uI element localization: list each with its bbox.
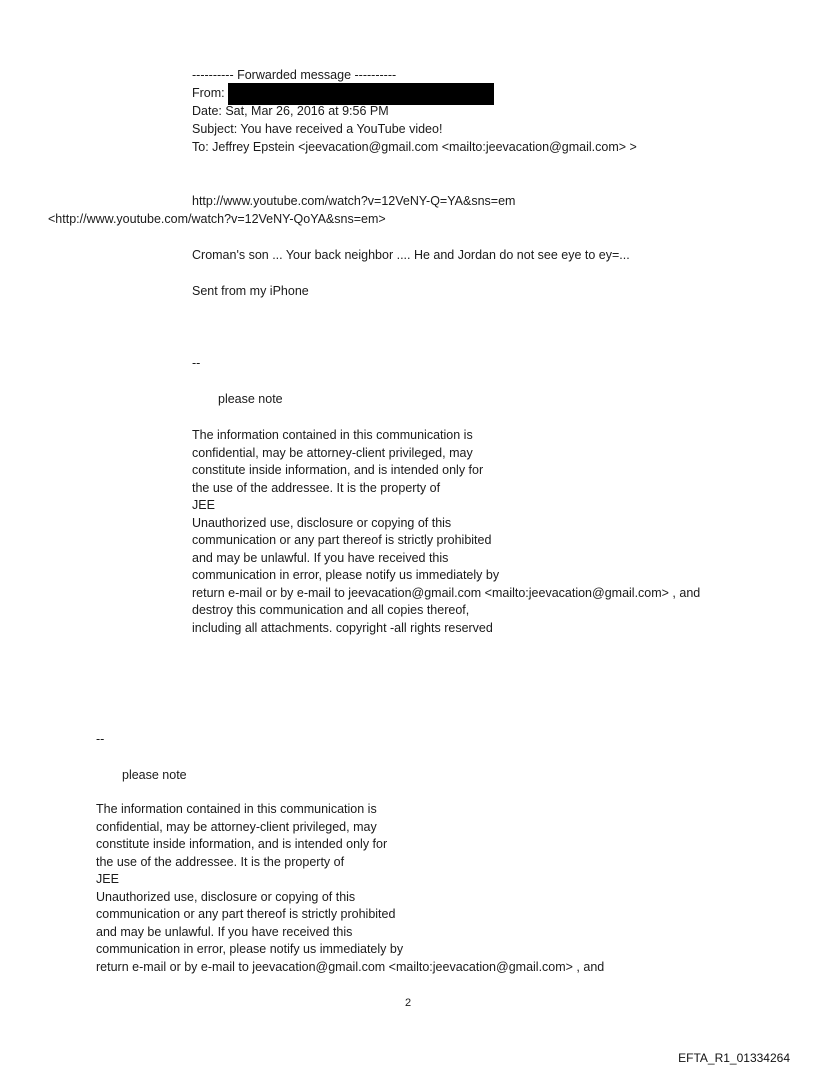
subject-line: Subject: You have received a YouTube video!: [192, 122, 443, 136]
inner-disclaimer-line: JEE: [192, 498, 215, 512]
inner-disclaimer-line: Unauthorized use, disclosure or copying of this: [192, 515, 452, 530]
outer-disclaimer-heading: please note: [122, 768, 187, 782]
to-line: To: Jeffrey Epstein <jeevacation@gmail.com <mailto:jeevacation@gmail.com> >: [192, 140, 637, 154]
outer-disclaimer-line: communication in error, please notify us immediately by: [96, 942, 404, 956]
inner-disclaimer-line: confidential, may be attorney-client privileged, may: [192, 445, 473, 460]
inner-disclaimer-line: return e-mail or by e-mail to jeevacation@gmail.com <mailto:jeevacation@gmail.com> , and: [192, 585, 701, 600]
outer-disclaimer-line: return e-mail or by e-mail to jeevacation@gmail.com <mailto:jeevacation@gmail.com> , and: [96, 959, 605, 974]
inner-disclaimer-line: including all attachments. copyright -all rights reserved: [192, 620, 493, 635]
inner-disclaimer-line: destroy this communication and all copies thereof,: [192, 603, 470, 617]
inner-disclaimer-line: communication in error, please notify us immediately by: [192, 568, 500, 582]
outer-disclaimer-line: the use of the addressee. It is the property of: [96, 854, 345, 869]
inner-disclaimer-text: [192, 427, 700, 637]
outer-disclaimer-line: confidential, may be attorney-client privileged, may: [96, 819, 377, 834]
inner-disclaimer-line: and may be unlawful. If you have received this: [192, 550, 449, 565]
document-id: EFTA_R1_01334264: [678, 1051, 790, 1065]
outer-disclaimer-line: Unauthorized use, disclosure or copying of this: [96, 889, 356, 904]
signature-text: Sent from my iPhone: [192, 284, 309, 298]
from-label: From:: [192, 86, 225, 100]
outer-disclaimer-line: The information contained in this communication is: [96, 802, 377, 816]
inner-disclaimer-line: The information contained in this communication is: [192, 428, 473, 442]
inner-disclaimer-heading: please note: [218, 392, 283, 406]
page-number: 2: [404, 997, 412, 1009]
forwarded-message-label: ---------- Forwarded message ----------: [192, 68, 397, 82]
inner-disclaimer-line: the use of the addressee. It is the property of: [192, 480, 441, 495]
redaction-box: [228, 83, 494, 105]
outer-disclaimer-line: JEE: [96, 872, 119, 886]
inner-disclaimer-line: constitute inside information, and is intended only for: [192, 463, 484, 477]
outer-disclaimer-text: [96, 801, 604, 976]
outer-disclaimer-line: communication or any part thereof is strictly prohibited: [96, 907, 396, 921]
youtube-url-line: http://www.youtube.com/watch?v=12VeNY-Q=YA&sns=em: [192, 194, 516, 208]
inner-separator: --: [192, 356, 201, 370]
youtube-url-bracketed-line: <http://www.youtube.com/watch?v=12VeNY-QoYA&sns=em>: [48, 212, 386, 226]
inner-disclaimer-line: communication or any part thereof is strictly prohibited: [192, 533, 492, 547]
date-line: Date: Sat, Mar 26, 2016 at 9:56 PM: [192, 104, 389, 118]
outer-disclaimer-line: constitute inside information, and is intended only for: [96, 837, 388, 851]
message-text: Croman's son ... Your back neighbor .... He and Jordan do not see eye to ey=...: [192, 248, 630, 262]
outer-disclaimer-line: and may be unlawful. If you have received this: [96, 924, 353, 939]
outer-separator: --: [96, 732, 105, 746]
